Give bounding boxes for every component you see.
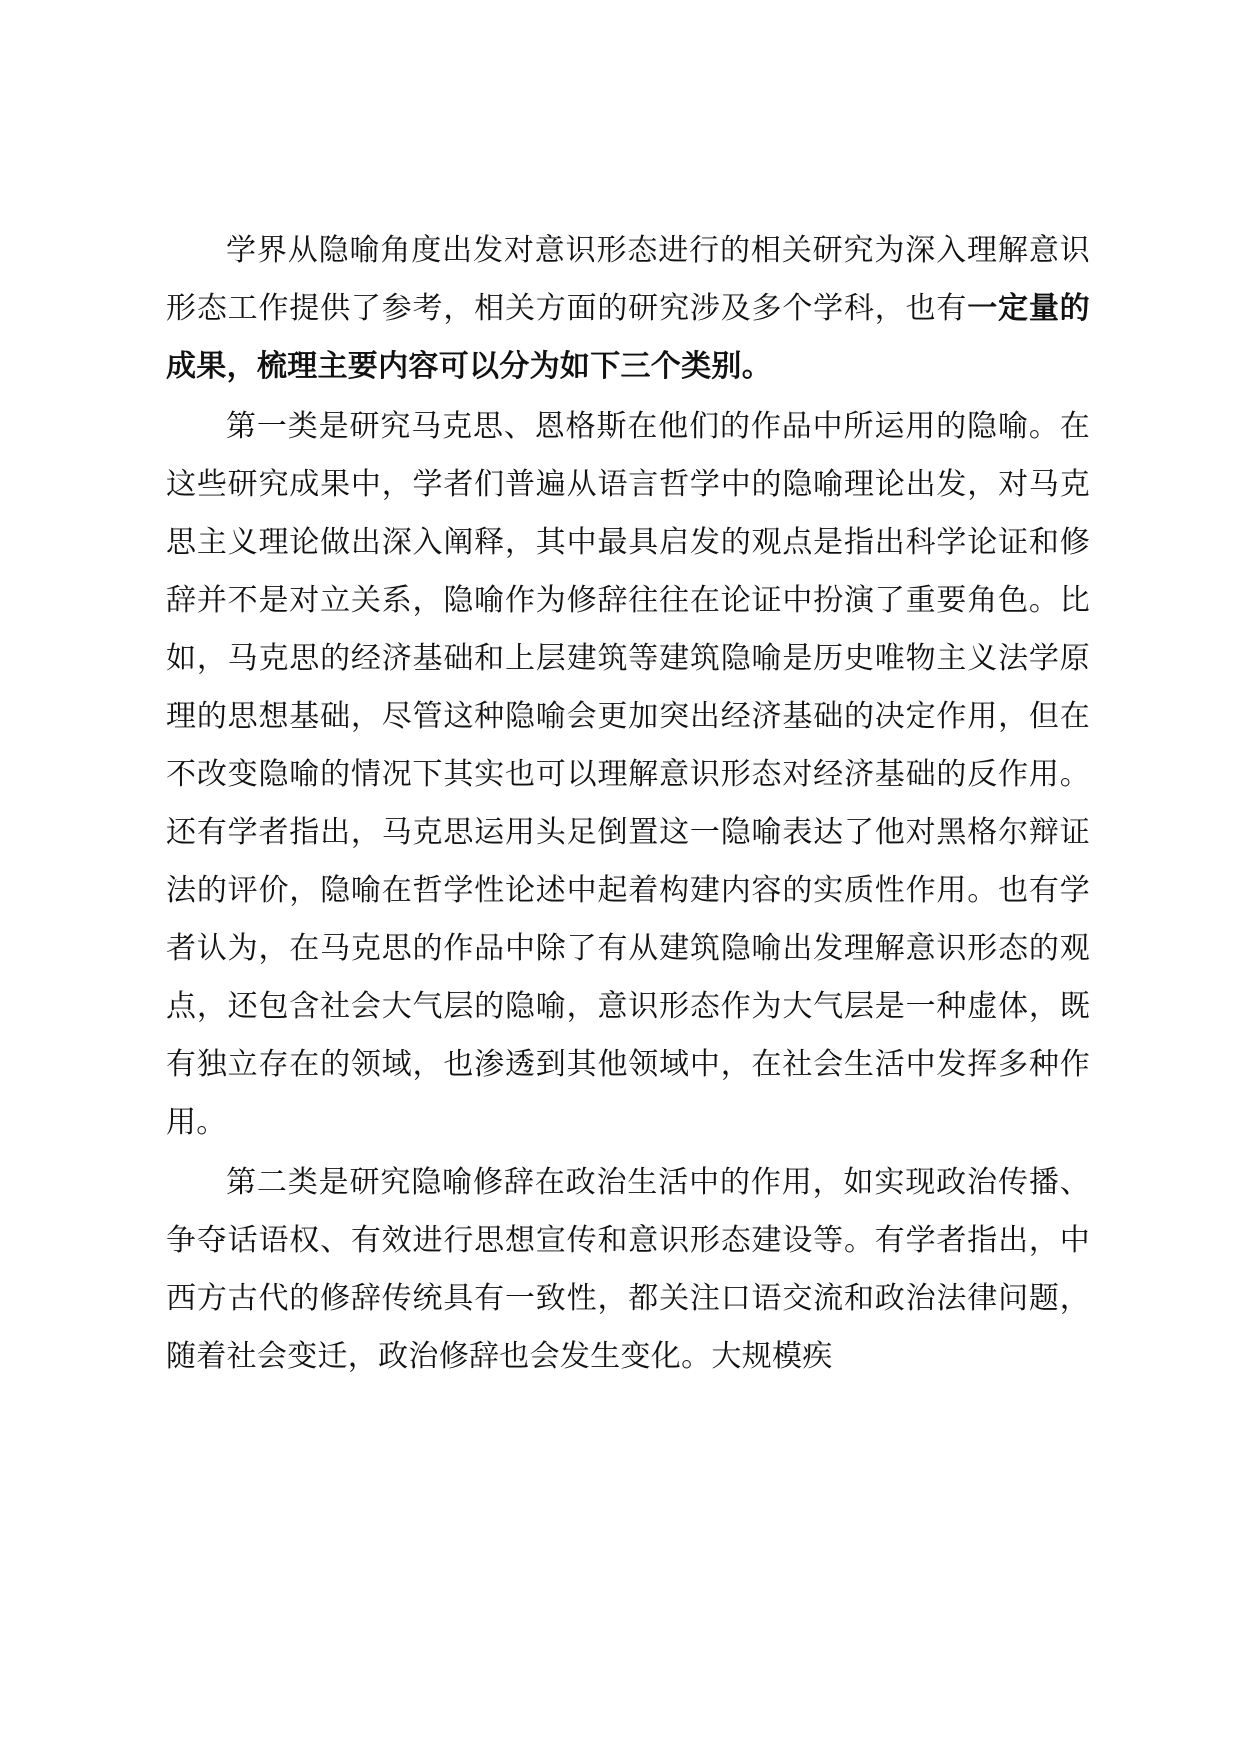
- paragraph-intro-emphasis: 一定量的成果，梳理主要内容可以分为如下三个类别。: [166, 291, 1090, 384]
- body-text: [166, 222, 1090, 1386]
- paragraph-category-two: 第二类是研究隐喻修辞在政治生活中的作用，如实现政治传播、争夺话语权、有效进行思想宣传和意识形态建设等。有学者指出，中西方古代的修辞传统具有一致性，都关注口语交流和政治法律问题，随着社会变迁，政治修辞也会发生变化。大规模疾: [166, 1165, 1090, 1374]
- paragraph-intro-text: 学界从隐喻角度出发对意识形态进行的相关研究为深入理解意识形态工作提供了参考，相关方面的研究涉及多个学科，也有: [166, 233, 1090, 326]
- paragraph-intro: [166, 222, 1090, 396]
- paragraph-category-one: 第一类是研究马克思、恩格斯在他们的作品中所运用的隐喻。在这些研究成果中，学者们普遍从语言哲学中的隐喻理论出发，对马克思主义理论做出深入阐释，其中最具启发的观点是指出科学论证和修辞并不是对立关系，隐喻作为修辞往往在论证中扮演了重要角色。比如，马克思的经济基础和上层建筑等建筑隐喻是历史唯物主义法学原理的思想基础，尽管这种隐喻会更加突出经济基础的决定作用，但在不改变隐喻的情况下其实也可以理解意识形态对经济基础的反作用。还有学者指出，马克思运用头足倒置这一隐喻表达了他对黑格尔辩证法的评价，隐喻在哲学性论述中起着构建内容的实质性作用。也有学者认为，在马克思的作品中除了有从建筑隐喻出发理解意识形态的观点，还包含社会大气层的隐喻，意识形态作为大气层是一种虚体，既有独立存在的领域，也渗透到其他领域中，在社会生活中发挥多种作用。: [166, 409, 1090, 1140]
